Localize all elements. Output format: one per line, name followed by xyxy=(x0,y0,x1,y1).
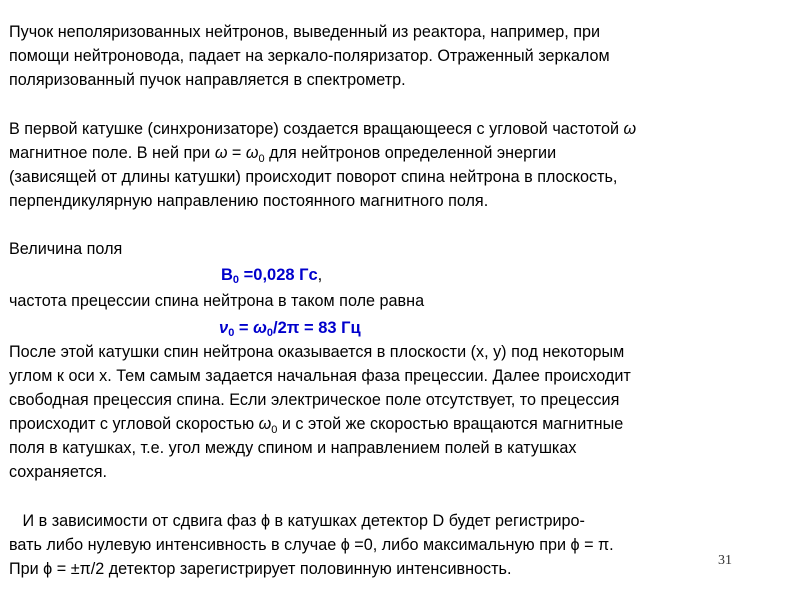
para3-line6: сохраняется. xyxy=(9,463,107,481)
omega-symbol: ω xyxy=(258,415,272,433)
para3-line5: поля в катушках, т.е. угол между спином и направлением полей в катушках xyxy=(9,439,577,457)
formula-nu-symbol: ν xyxy=(219,319,229,337)
formula-nu-subscript: 0 xyxy=(228,327,235,339)
formula-nu-value: /2π = 83 Гц xyxy=(273,319,361,337)
formula-nu-eq: = xyxy=(234,319,254,337)
formula-B-subscript: 0 xyxy=(232,274,240,286)
para4-line1: И в зависимости от сдвига фаз ϕ в катушках детектор D будет регистриро- xyxy=(9,512,585,530)
omega-symbol: ω xyxy=(245,144,259,162)
para4-line2: вать либо нулевую интенсивность в случае ϕ =0, либо максимальную при ϕ = π. xyxy=(9,536,614,554)
para3-line2: углом к оси x. Тем самым задается начальная фаза прецессии. Далее происходит xyxy=(9,367,631,385)
formula-B0 xyxy=(221,263,322,287)
field-intro: Величина поля xyxy=(9,240,123,258)
omega-subscript: 0 xyxy=(271,424,278,437)
omega-symbol: ω xyxy=(623,120,637,138)
omega-symbol: ω xyxy=(214,144,228,162)
omega-subscript: 0 xyxy=(258,153,265,166)
para4-line3: При ϕ = ±π/2 детектор зарегистрирует половинную интенсивность. xyxy=(9,560,512,578)
para1-line2: помощи нейтроновода, падает на зеркало-поляризатор. Отраженный зеркалом xyxy=(9,47,610,65)
para1-line1: Пучок неполяризованных нейтронов, выведенный из реактора, например, при xyxy=(9,23,601,41)
para2-line1 xyxy=(9,117,636,141)
formula-B-symbol: B xyxy=(221,266,233,284)
para2-line3: (зависящей от длины катушки) происходит поворот спина нейтрона в плоскость, xyxy=(9,168,618,186)
para2-line2-b: для нейтронов определенной энергии xyxy=(264,144,557,162)
formula-B-value: =0,028 Гс xyxy=(239,266,318,284)
equals: = xyxy=(227,144,246,162)
para1-line3: поляризованный пучок направляется в спектрометр. xyxy=(9,71,406,89)
para3-line3: свободная прецессия спина. Если электрическое поле отсутствует, то прецессия xyxy=(9,391,620,409)
formula-omega-symbol: ω xyxy=(253,319,267,337)
freq-intro: частота прецессии спина нейтрона в таком поле равна xyxy=(9,292,425,310)
formula-omega-subscript: 0 xyxy=(266,327,274,339)
para2-line4: перпендикулярную направлению постоянного магнитного поля. xyxy=(9,192,489,210)
page-number: 31 xyxy=(718,553,732,568)
para3-line4-a: происходит с угловой скоростью xyxy=(9,415,259,433)
formula-B-comma: , xyxy=(317,266,323,284)
para2-line1-text: В первой катушке (синхронизаторе) создается вращающееся с угловой частотой xyxy=(9,120,624,138)
para2-line2-a: магнитное поле. В ней при xyxy=(9,144,215,162)
para3-line1: После этой катушки спин нейтрона оказывается в плоскости (x, y) под некоторым xyxy=(9,343,625,361)
para3-line4-b: и с этой же скоростью вращаются магнитные xyxy=(277,415,624,433)
formula-nu0 xyxy=(219,316,361,340)
